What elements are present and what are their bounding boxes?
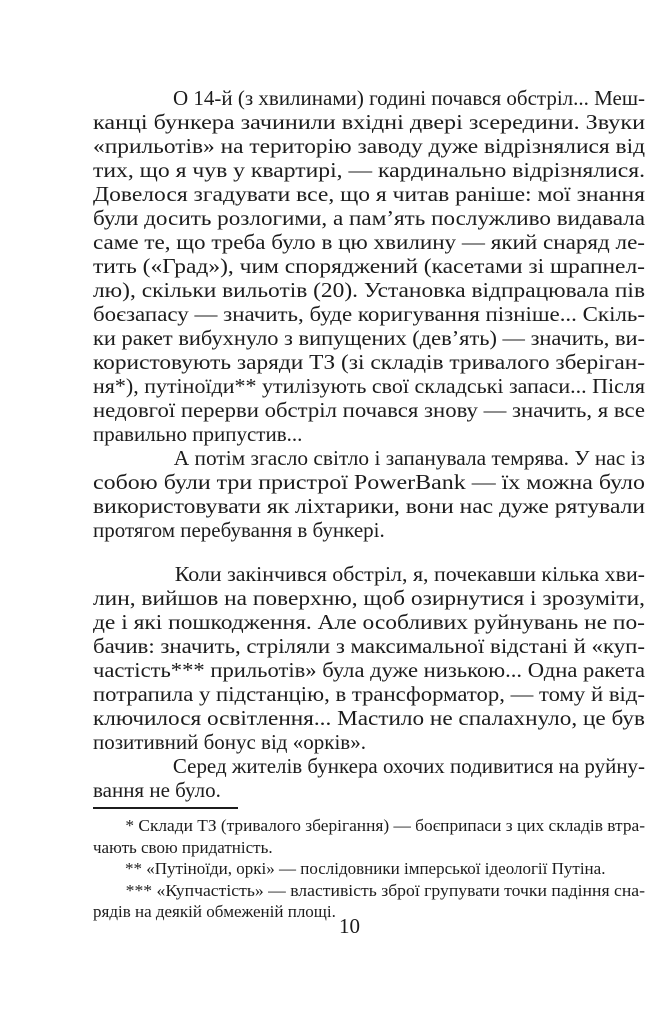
text-line: позитивний бонус від «орків». (93, 730, 366, 754)
page-number: 10 (339, 914, 360, 938)
paragraph (93, 446, 645, 542)
text-line: боєзапасу — значить, буде коригування пізніше... Скіль- (93, 302, 645, 326)
text-line: потрапила у підстанцію, в трансформатор, — тому й від- (93, 682, 645, 706)
paragraph (93, 86, 645, 446)
text-line: використовувати як ліхтарики, вони нас дуже рятували (93, 494, 645, 518)
text-line: Серед жителів бункера охочих подивитися на руйну- (172, 754, 645, 778)
text-line: були досить розлогими, а пам’ять послужливо видавала (93, 206, 645, 230)
text-line: О 14-й (з хвилинами) годині почався обстріл... Меш- (172, 86, 645, 110)
text-line: А потім згасло світло і запанувала темрява. У нас із (173, 446, 645, 470)
text-line: ки ракет вибухнуло з випущених (дев’ять) — значить, ви- (93, 326, 645, 350)
text-line: тить («Град»), чим споряджений (касетами зі шрапнел- (93, 254, 645, 278)
text-line: лю), скільки вильотів (20). Установка відпрацювала пів (93, 278, 645, 302)
text-line: Довелося згадувати все, що я читав раніше: мої знання (93, 182, 645, 206)
footnote-line: *** «Купчастість» — властивість зброї групувати точки падіння сна- (125, 880, 645, 900)
text-line: собою були три пристрої PowerBank — їх можна було (93, 470, 645, 494)
paragraph (93, 858, 645, 880)
text-line: «прильотів» на територію заводу дуже відрізнялися від (93, 134, 645, 158)
text-line: Коли закінчився обстріл, я, почекавши кілька хви- (174, 562, 646, 586)
paragraph (93, 562, 645, 754)
footnote-line: рядів на деякій обмеженій площі. (93, 902, 336, 921)
text-block (93, 86, 645, 923)
text-line: тих, що я чув у квартирі, — кардинально відрізнялися. (93, 158, 645, 182)
footnote-line: * Склади ТЗ (тривалого зберігання) — боєприпаси з цих складів втра- (125, 816, 646, 835)
footnote-line: чають свою придатність. (93, 837, 273, 857)
text-line: вання не було. (93, 778, 221, 802)
footnote-separator-rule (93, 807, 238, 809)
text-line: канці бункера зачинили вхідні двері зсередини. Звуки (93, 110, 645, 134)
paragraph (93, 754, 645, 802)
text-line: протягом перебування в бункері. (93, 518, 385, 542)
text-line: саме те, що треба було в цю хвилину — який снаряд ле- (93, 230, 645, 254)
text-line: недовгої перерви обстріл почався знову — значить, я все (93, 398, 645, 422)
text-line: ня*), путіноїди** утилізують свої складські запаси... Після (93, 374, 645, 398)
text-line: бачив: значить, стріляли з максимальної відстані й «куп- (93, 634, 645, 658)
text-line: користовують заряди ТЗ (зі складів тривалого зберіган- (93, 350, 645, 374)
paragraph (93, 815, 645, 858)
text-line: ключилося освітлення... Мастило не спалахнуло, це був (93, 706, 645, 730)
footnote-line: ** «Путіноїди, оркі» — послідовники імперської ідеології Путіна. (125, 859, 606, 878)
text-line: де і які пошкодження. Але особливих руйнувань не по- (93, 610, 645, 634)
main-text (93, 86, 645, 802)
text-line: правильно припустив... (93, 422, 303, 446)
text-line: частість*** прильотів» була дуже низькою... Одна ракета (93, 658, 645, 682)
text-line: лин, вийшов на поверхню, щоб озирнутися і зрозуміти, (93, 586, 645, 610)
footnotes (93, 815, 645, 923)
